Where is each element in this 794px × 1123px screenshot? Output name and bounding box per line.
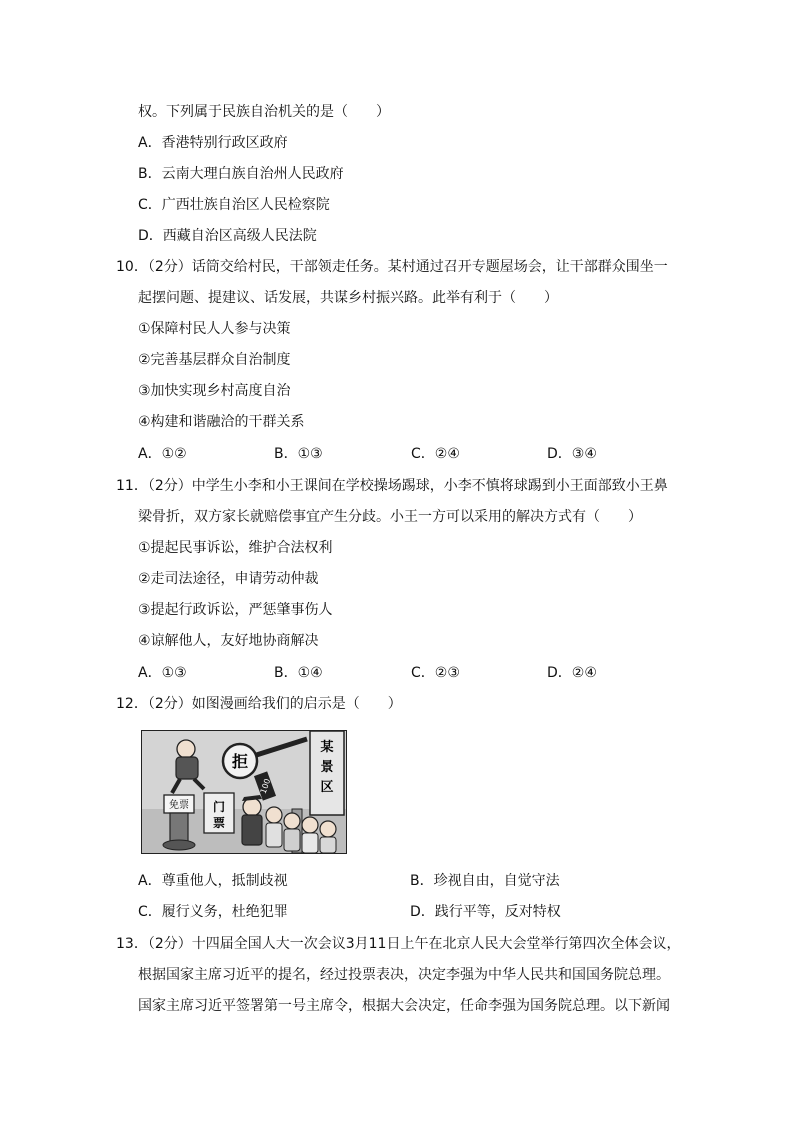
q9-option-d: D．西藏自治区高级人民法院 [138,228,317,244]
q10-statement-2: ②完善基层群众自治制度 [138,352,291,368]
q12-choice-b: B．珍视自由，自觉守法 [410,873,560,889]
q12-choice-a: A．尊重他人，抵制歧视 [138,873,288,889]
vip-head [177,740,195,758]
ticket-char2: 票 [212,816,226,830]
q10-statement-3: ③加快实现乡村高度自治 [138,383,291,399]
visitor-3 [302,817,318,833]
visitor-2 [284,813,300,829]
guard-head [243,798,261,816]
q11-choice-b: B．①④ [274,665,323,681]
q9-option-c: C．广西壮族自治区人民检察院 [138,197,330,213]
q11-choice-a: A．①③ [138,665,187,681]
q11-statement-3: ③提起行政诉讼，严惩肇事伤人 [138,602,333,618]
q10-stem-line2: 起摆问题、提建议、话发展，共谋乡村振兴路。此举有利于（ ） [138,290,558,306]
visitor-4 [320,821,336,837]
q9-stem-tail: 权。下列属于民族自治机关的是（ ） [138,104,390,120]
q11-statement-2: ②走司法途径，申请劳动仲裁 [138,571,319,587]
scenic-sign-char1: 某 [320,740,334,755]
q10-stem-line1: 10．（2分）话筒交给村民，干部领走任务。某村通过召开专题屋场会，让干部群众围坐一 [116,259,668,275]
q11-stem-line1: 11．（2分）中学生小李和小王课间在学校操场踢球，小李不慎将球踢到小王面部致小王鼻 [116,478,668,494]
reject-sign-char: 拒 [231,752,249,771]
q10-choice-d: D．③④ [547,446,597,462]
q10-choice-a: A．①② [138,446,187,462]
q12-choice-d: D．践行平等，反对特权 [410,904,561,920]
q11-stem-line2: 梁骨折，双方家长就赔偿事宜产生分歧。小王一方可以采用的解决方式有（ ） [138,509,642,525]
q10-statement-1: ①保障村民人人参与决策 [138,321,291,337]
q11-statement-1: ①提起民事诉讼，维护合法权利 [138,540,333,556]
q9-option-b: B．云南大理白族自治州人民政府 [138,166,344,182]
q13-stem-line1: 13．（2分）十四届全国人大一次会议3月11日上午在北京人民大会堂举行第四次全体会议， [116,936,681,952]
q13-stem-line3: 国家主席习近平签署第一号主席令，根据大会决定，任命李强为国务院总理。以下新闻 [138,998,670,1014]
scenic-sign-char3: 区 [320,780,334,795]
price-tag-text: 100 [258,777,273,795]
vip-body [176,757,198,779]
scenic-sign-char2: 景 [320,760,334,775]
cartoon-illustration [142,731,346,853]
q12-choice-c: C．履行义务，杜绝犯罪 [138,904,288,920]
visitor-1 [266,807,282,823]
q12-stem: 12．（2分）如图漫画给我们的启示是（ ） [116,696,402,712]
q9-option-a: A．香港特别行政区政府 [138,135,288,151]
q11-choice-c: C．②③ [411,665,460,681]
q10-choice-b: B．①③ [274,446,323,462]
q10-statement-4: ④构建和谐融洽的干群关系 [138,414,305,430]
q10-choice-c: C．②④ [411,446,460,462]
free-ticket-text: 免票 [169,800,189,811]
q11-statement-4: ④谅解他人，友好地协商解决 [138,633,319,649]
q12-cartoon [141,730,347,854]
ticket-char1: 门 [212,800,226,814]
q13-stem-line2: 根据国家主席习近平的提名，经过投票表决，决定李强为中华人民共和国国务院总理。 [138,967,670,983]
q11-choice-d: D．②④ [547,665,597,681]
